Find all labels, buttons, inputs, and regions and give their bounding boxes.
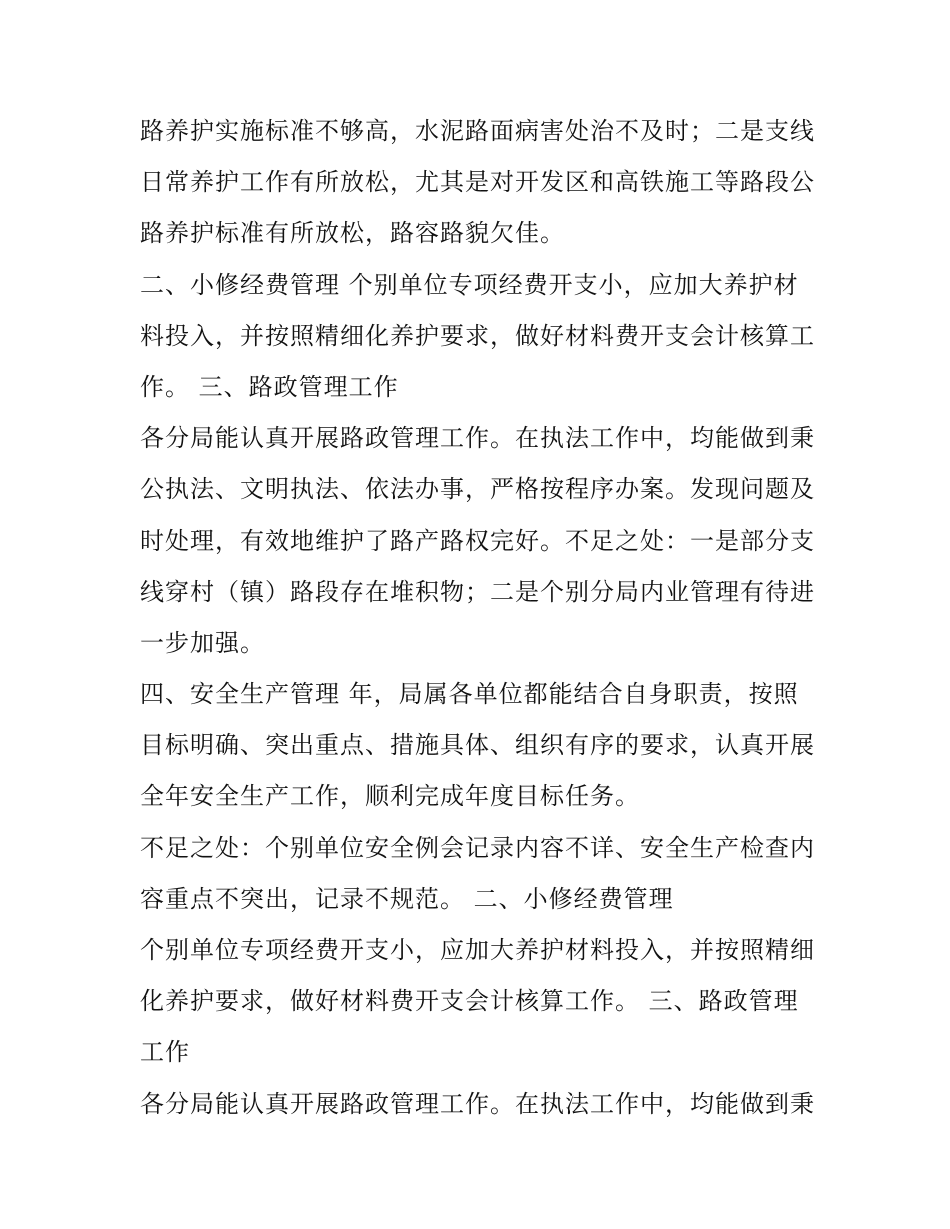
text-line: 日常养护工作有所放松，尤其是对开发区和高铁施工等路段公 bbox=[140, 168, 815, 197]
text-line: 容重点不突出，记录不规范。 二、小修经费管理 bbox=[140, 884, 674, 913]
text-line: 公执法、文明执法、依法办事，严格按程序办案。发现问题及 bbox=[140, 475, 815, 504]
text-line: 目标明确、突出重点、措施具体、组织有序的要求，认真开展 bbox=[140, 731, 815, 760]
text-line: 作。 三、路政管理工作 bbox=[140, 372, 399, 401]
text-line: 二、小修经费管理 个别单位专项经费开支小，应加大养护材 bbox=[140, 270, 799, 299]
text-line: 各分局能认真开展路政管理工作。在执法工作中，均能做到秉 bbox=[140, 1089, 815, 1118]
text-line: 各分局能认真开展路政管理工作。在执法工作中，均能做到秉 bbox=[140, 424, 815, 453]
text-line: 不足之处：个别单位安全例会记录内容不详、安全生产检查内 bbox=[140, 833, 815, 862]
text-line: 化养护要求，做好材料费开支会计核算工作。 三、路政管理 bbox=[140, 987, 799, 1016]
text-line: 全年安全生产工作，顺利完成年度目标任务。 bbox=[140, 782, 640, 811]
text-line: 工作 bbox=[140, 1038, 190, 1067]
text-line: 一步加强。 bbox=[140, 628, 265, 657]
text-line: 路养护标准有所放松，路容路貌欠佳。 bbox=[140, 219, 565, 248]
text-line: 时处理，有效地维护了路产路权完好。不足之处：一是部分支 bbox=[140, 526, 815, 555]
text-line: 料投入，并按照精细化养护要求，做好材料费开支会计核算工 bbox=[140, 321, 815, 350]
text-line: 四、安全生产管理 年，局属各单位都能结合自身职责，按照 bbox=[140, 680, 799, 709]
text-line: 路养护实施标准不够高，水泥路面病害处治不及时；二是支线 bbox=[140, 117, 815, 145]
text-line: 线穿村（镇）路段存在堆积物；二是个别分局内业管理有待进 bbox=[140, 577, 815, 606]
text-line: 个别单位专项经费开支小，应加大养护材料投入，并按照精细 bbox=[140, 936, 815, 964]
document-body bbox=[140, 106, 820, 1130]
